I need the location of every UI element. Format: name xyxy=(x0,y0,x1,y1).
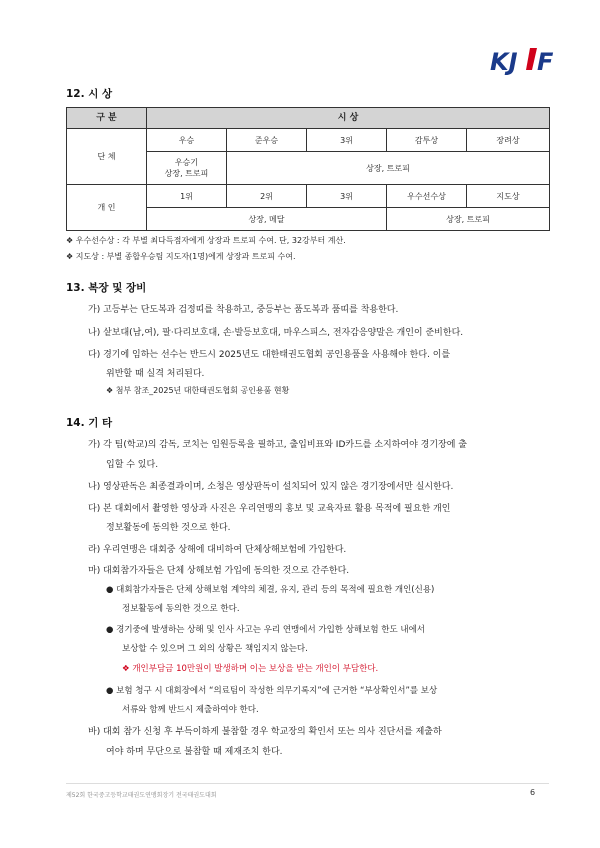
individual-label: 개 인 xyxy=(67,185,147,231)
kjtf-logo xyxy=(490,44,564,76)
sec14-bullet-2-cont: 보상할 수 있으며 그 외의 상황은 책임지지 않는다. xyxy=(122,644,308,654)
team-prize-rest: 상장, 트로피 xyxy=(227,152,550,185)
logo-f: F xyxy=(537,48,554,76)
team-rank: 감투상 xyxy=(387,129,467,152)
footer-divider xyxy=(66,783,549,784)
footer-text: 제52회 한국중고등학교태권도연맹회장기 전국태권도대회 xyxy=(66,792,217,799)
table-header-awards: 시 상 xyxy=(147,108,550,129)
individual-rank: 우수선수상 xyxy=(387,185,467,208)
individual-rank: 지도상 xyxy=(467,185,550,208)
sec14-item-b: 나) 영상판독은 최종결과이며, 소청은 영상판독이 설치되어 있지 않은 경기장에서만 실시한다. xyxy=(88,482,454,492)
sec14-bullet-3-cont: 서류와 함께 반드시 제출하여야 한다. xyxy=(122,705,259,715)
team-rank: 우승 xyxy=(147,129,227,152)
logo-t-mark xyxy=(526,48,537,70)
page-number: 6 xyxy=(530,788,536,797)
sec14-item-d: 라) 우리연맹은 대회중 상해에 대비하여 단체상해보험에 가입한다. xyxy=(88,545,347,555)
section-12-title: 12. 시 상 xyxy=(66,88,113,100)
sec14-item-c-cont: 정보활동에 동의한 것으로 한다. xyxy=(106,523,231,533)
team-rank: 장려상 xyxy=(467,129,550,152)
sec14-item-f-cont: 여야 하며 무단으로 불참할 때 제재조치 한다. xyxy=(106,747,283,757)
sec14-bullet-2: ● 경기중에 발생하는 상해 및 인사 사고는 우리 연맹에서 가입한 상해보험 한도 내에서 xyxy=(106,625,426,635)
sec13-item-c: 다) 경기에 임하는 선수는 반드시 2025년도 대한태권도협회 공인용품을 사용해야 한다. 이를 xyxy=(88,350,451,360)
sec14-item-e: 마) 대회참가자들은 단체 상해보험 가입에 동의한 것으로 간주한다. xyxy=(88,566,350,576)
individual-rank: 1위 xyxy=(147,185,227,208)
note-coach: ❖ 지도상 : 부별 종합우승팀 지도자(1명)에게 상장과 트로피 수여. xyxy=(66,252,296,261)
sec14-item-a: 가) 각 팀(학교)의 감독, 코치는 임원등록을 필하고, 출입비표와 ID카드를 소지하여야 경기장에 출 xyxy=(88,440,467,450)
sec13-item-a: 가) 고등부는 단도복과 검정띠를 착용하고, 중등부는 품도복과 품띠를 착용한다. xyxy=(88,305,399,315)
note-mvp: ❖ 우수선수상 : 각 부별 최다득점자에게 상장과 트로피 수여. 단, 32강부터 계산. xyxy=(66,236,346,245)
sec14-bullet-1-cont: 정보활동에 동의한 것으로 한다. xyxy=(122,604,240,614)
section-13-title: 13. 복장 및 장비 xyxy=(66,282,147,294)
logo-kj: KJ xyxy=(490,48,518,76)
team-rank: 준우승 xyxy=(227,129,307,152)
individual-rank: 2위 xyxy=(227,185,307,208)
sec14-item-c: 다) 본 대회에서 촬영한 영상과 사진은 우리연맹의 홍보 및 교육자료 활용 목적에 필요한 개인 xyxy=(88,504,451,514)
individual-prize-a: 상장, 메달 xyxy=(147,208,387,231)
team-rank: 3위 xyxy=(307,129,387,152)
individual-rank: 3위 xyxy=(307,185,387,208)
sec14-item-f: 바) 대회 참가 신청 후 부득이하게 불참할 경우 학교장의 확인서 또는 의사 진단서를 제출하 xyxy=(88,727,442,737)
individual-prize-b: 상장, 트로피 xyxy=(387,208,550,231)
sec13-item-b: 나) 샅보대(남,여), 팔·다리보호대, 손·발등보호대, 마우스피스, 전자감응양말은 개인이 준비한다. xyxy=(88,328,464,338)
team-prize-winner xyxy=(147,152,227,185)
team-label: 단 체 xyxy=(67,129,147,185)
sec13-attachment-note: ❖ 첨부 참조_2025년 대한태권도협회 공인용품 현황 xyxy=(106,386,290,395)
section-14-title: 14. 기 타 xyxy=(66,417,113,429)
team-prize-winner-line1: 우승기 xyxy=(174,158,199,167)
sec14-bullet-3: ● 보험 청구 시 대회장에서 “의료팀이 작성한 의무기록지”에 근거한 “부상확인서”를 보상 xyxy=(106,686,438,696)
sec14-deductible-note: ❖ 개인부담금 10만원이 발생하며 이는 보상을 받는 개인이 부담한다. xyxy=(122,664,379,674)
team-prize-winner-line2: 상장, 트로피 xyxy=(164,169,209,178)
sec14-bullet-1: ● 대회참가자들은 단체 상해보험 계약의 체결, 유지, 관리 등의 목적에 필요한 개인(신용) xyxy=(106,585,435,595)
table-header-category: 구 분 xyxy=(67,108,147,129)
sec14-item-a-cont: 입할 수 있다. xyxy=(106,460,159,470)
sec13-item-c-cont: 위반할 때 실격 처리된다. xyxy=(106,369,205,379)
award-table xyxy=(66,107,550,231)
